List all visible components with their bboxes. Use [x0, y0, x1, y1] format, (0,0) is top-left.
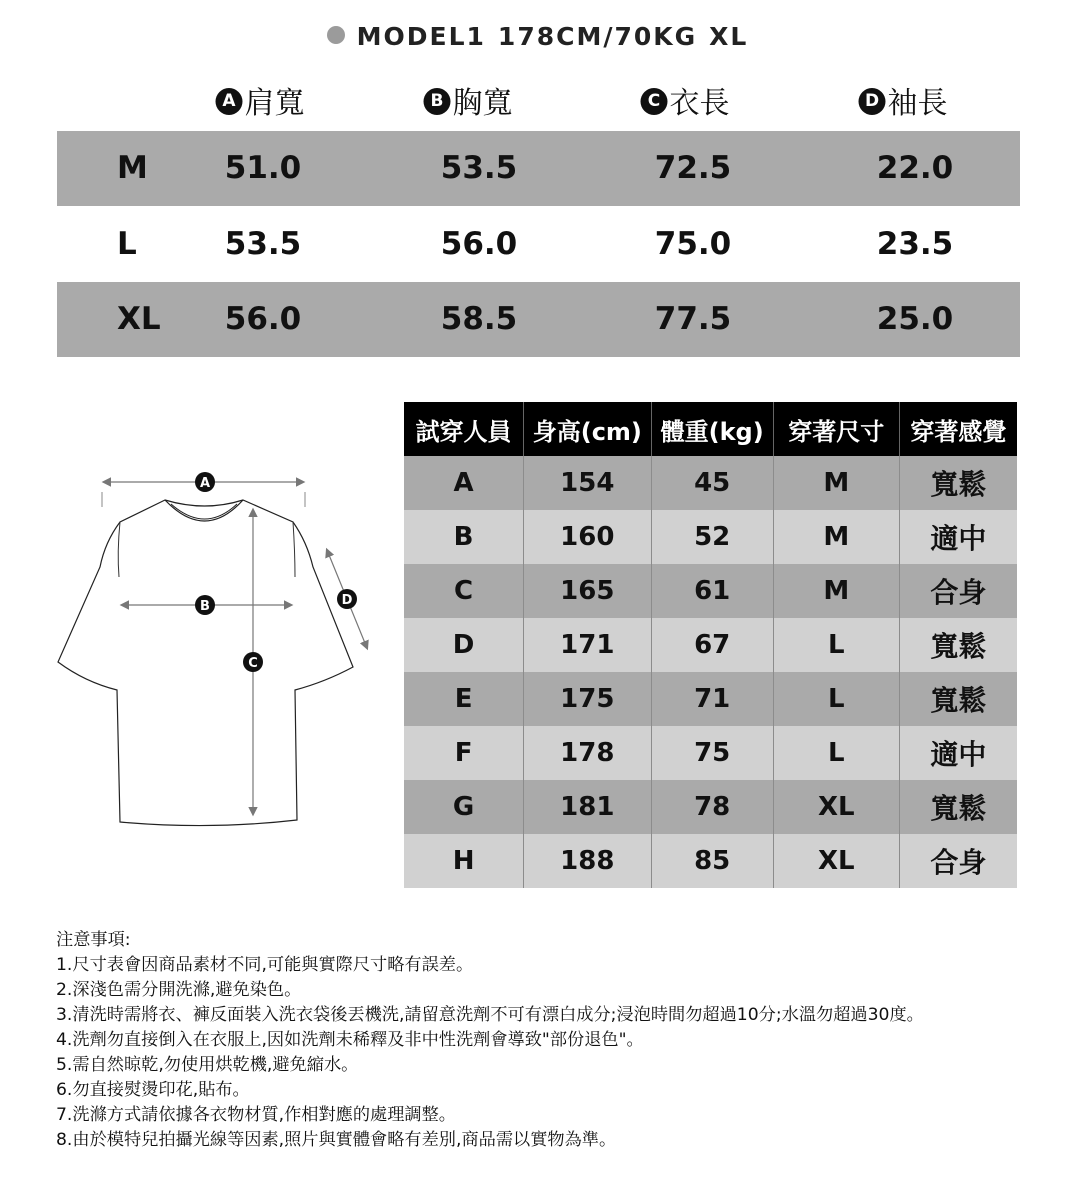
fit-cell: 78 [651, 780, 773, 834]
badge-d-icon: D [859, 88, 886, 115]
fit-header: 穿著感覺 [899, 402, 1017, 456]
fit-cell: 寬鬆 [899, 780, 1017, 834]
size-col-label: 肩寬 [244, 86, 305, 121]
note-item: 2.深淺色需分開洗滌,避免染色。 [56, 980, 302, 1000]
fit-cell: 178 [524, 726, 651, 780]
size-value: 23.5 [876, 226, 954, 262]
fit-cell: 適中 [899, 726, 1017, 780]
size-table-header [0, 78, 1081, 121]
note-item: 1.尺寸表會因商品素材不同,可能與實際尺寸略有誤差。 [56, 955, 474, 975]
fit-cell: 適中 [899, 510, 1017, 564]
size-value: 75.0 [654, 226, 732, 262]
fit-cell: XL [773, 780, 899, 834]
fit-header: 身高(cm) [524, 402, 651, 456]
size-row-l [57, 207, 1020, 282]
table-row [404, 564, 1017, 618]
fit-cell: L [773, 618, 899, 672]
note-item: 7.洗滌方式請依據各衣物材質,作相對應的處理調整。 [56, 1105, 456, 1125]
fit-cell: 67 [651, 618, 773, 672]
fit-cell: M [773, 510, 899, 564]
note-item: 4.洗劑勿直接倒入在衣服上,因如洗劑未稀釋及非中性洗劑會導致"部份退色"。 [56, 1030, 644, 1050]
note-item: 5.需自然晾乾,勿使用烘乾機,避免縮水。 [56, 1055, 359, 1075]
fit-cell: 75 [651, 726, 773, 780]
badge-a-icon: A [216, 88, 243, 115]
bullet-dot-icon [327, 26, 345, 44]
fit-cell: 61 [651, 564, 773, 618]
table-row [404, 726, 1017, 780]
diagram-marker-b: B [200, 599, 210, 614]
fit-cell: 45 [651, 456, 773, 510]
fit-cell: M [773, 564, 899, 618]
care-notes [56, 928, 924, 1153]
badge-c-icon: C [641, 88, 668, 115]
fit-cell: 寬鬆 [899, 618, 1017, 672]
fit-cell: 寬鬆 [899, 672, 1017, 726]
fit-cell: H [404, 834, 524, 888]
fit-header: 穿著尺寸 [773, 402, 899, 456]
fit-cell: 寬鬆 [899, 456, 1017, 510]
fit-cell: E [404, 672, 524, 726]
fit-cell: D [404, 618, 524, 672]
fit-cell: 合身 [899, 834, 1017, 888]
table-row [404, 672, 1017, 726]
size-col-label: 衣長 [669, 86, 730, 121]
fit-cell: 71 [651, 672, 773, 726]
size-col-c [641, 78, 730, 122]
model-size: XL [709, 22, 749, 51]
fit-cell: A [404, 456, 524, 510]
table-row [404, 834, 1017, 888]
size-value: 58.5 [440, 301, 518, 337]
fit-header: 體重(kg) [651, 402, 773, 456]
model-info [0, 22, 1081, 51]
size-value: 22.0 [876, 150, 954, 186]
fit-cell: L [773, 726, 899, 780]
fit-cell: F [404, 726, 524, 780]
diagram-marker-a: A [199, 476, 211, 491]
size-value: 56.0 [224, 301, 302, 337]
size-label: M [117, 150, 148, 186]
notes-title: 注意事項: [56, 930, 131, 950]
fit-cell: G [404, 780, 524, 834]
size-value: 56.0 [440, 226, 518, 262]
size-value: 25.0 [876, 301, 954, 337]
note-item: 6.勿直接熨燙印花,貼布。 [56, 1080, 250, 1100]
fit-cell: 165 [524, 564, 651, 618]
size-value: 72.5 [654, 150, 732, 186]
badge-b-icon: B [424, 88, 451, 115]
diagram-marker-c: C [248, 656, 258, 671]
table-row [404, 456, 1017, 510]
fit-cell: 154 [524, 456, 651, 510]
table-row [404, 780, 1017, 834]
size-col-d [859, 78, 948, 122]
size-col-b [424, 78, 513, 122]
size-value: 53.5 [224, 226, 302, 262]
fit-cell: C [404, 564, 524, 618]
note-item: 3.清洗時需將衣、褲反面裝入洗衣袋後丟機洗,請留意洗劑不可有漂白成分;浸泡時間勿超過10分;水溫勿超過30度。 [56, 1005, 924, 1025]
fit-cell: 175 [524, 672, 651, 726]
fit-cell: M [773, 456, 899, 510]
fit-table [404, 402, 1017, 888]
fit-cell: 181 [524, 780, 651, 834]
fit-cell: 合身 [899, 564, 1017, 618]
diagram-marker-d: D [341, 593, 353, 608]
fit-table-header [404, 402, 1017, 456]
fit-cell: 188 [524, 834, 651, 888]
fit-cell: L [773, 672, 899, 726]
size-value: 77.5 [654, 301, 732, 337]
tshirt-diagram-icon [55, 462, 375, 832]
table-row [404, 510, 1017, 564]
model-height-weight: 178CM/70KG [497, 22, 698, 51]
note-item: 8.由於模特兒拍攝光線等因素,照片與實體會略有差別,商品需以實物為準。 [56, 1130, 617, 1150]
model-label: MODEL1 [356, 22, 486, 51]
fit-header: 試穿人員 [404, 402, 524, 456]
fit-cell: 85 [651, 834, 773, 888]
size-row-m [57, 131, 1020, 206]
size-row-xl [57, 282, 1020, 357]
size-col-a [216, 78, 305, 122]
fit-cell: XL [773, 834, 899, 888]
size-col-label: 袖長 [887, 86, 948, 121]
size-label: XL [117, 301, 161, 337]
size-col-label: 胸寬 [452, 86, 513, 121]
fit-cell: B [404, 510, 524, 564]
fit-cell: 52 [651, 510, 773, 564]
size-label: L [117, 226, 137, 262]
size-value: 53.5 [440, 150, 518, 186]
fit-cell: 160 [524, 510, 651, 564]
fit-cell: 171 [524, 618, 651, 672]
table-row [404, 618, 1017, 672]
size-value: 51.0 [224, 150, 302, 186]
